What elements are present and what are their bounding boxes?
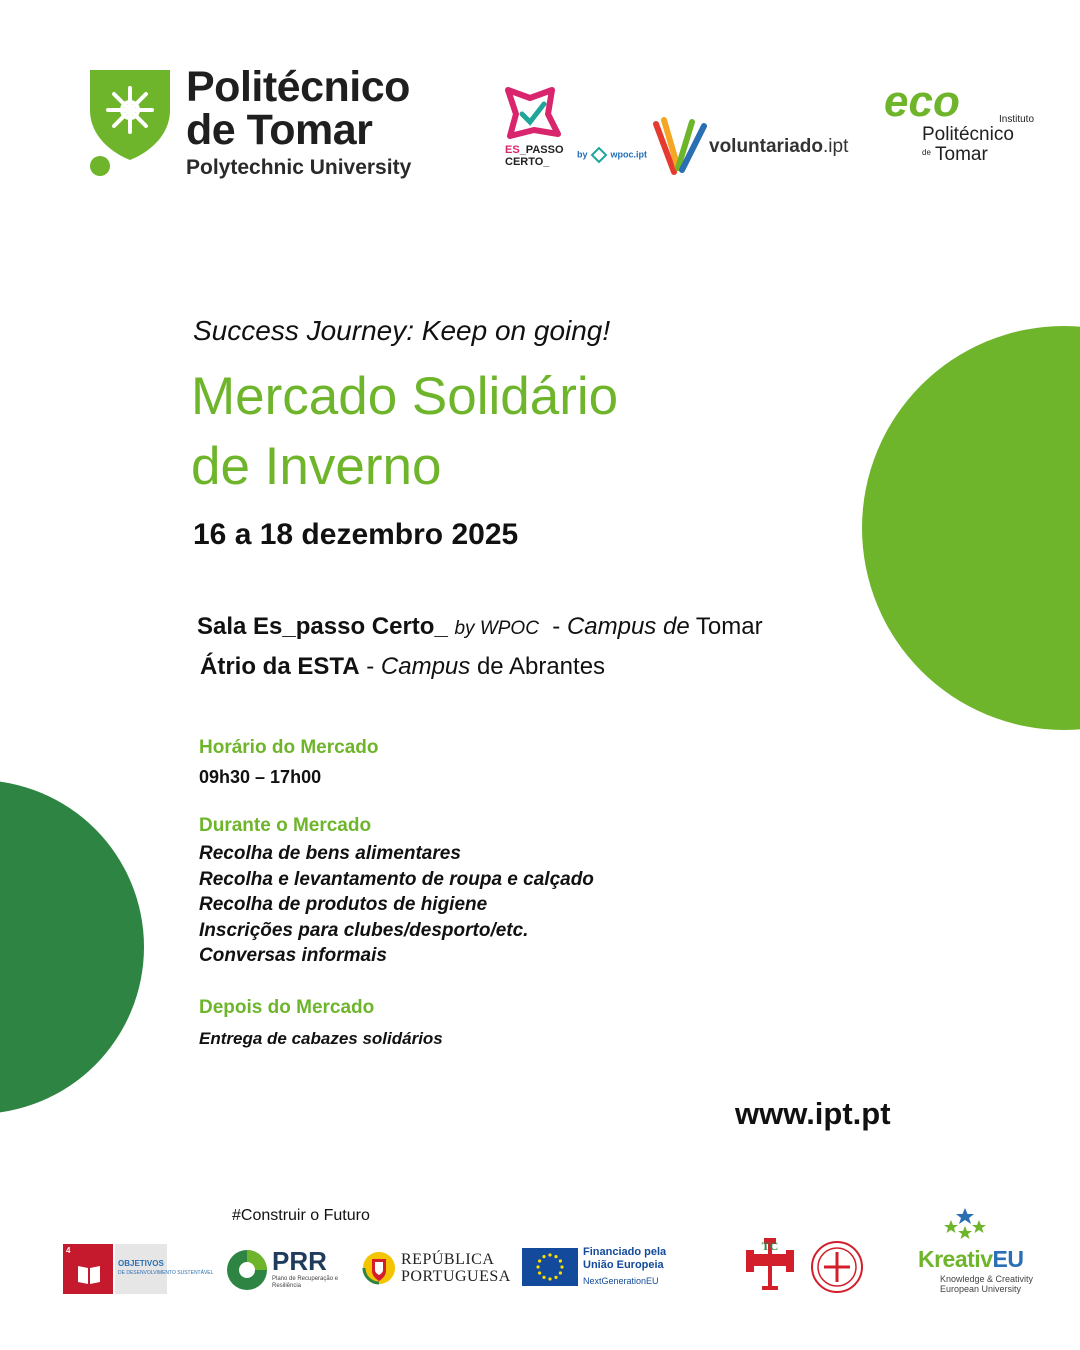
colored-v-icon <box>652 116 708 176</box>
location-tomar-campus: Campus de <box>566 613 690 640</box>
location-abrantes <box>200 653 605 681</box>
eu-flag-icon <box>522 1248 578 1286</box>
event-subtitle: Success Journey: Keep on going! <box>193 315 611 346</box>
templar-cross-icon <box>742 1234 798 1292</box>
schedule-hours: 09h30 – 17h00 <box>199 767 322 787</box>
ods-label-box <box>115 1244 167 1294</box>
voluntariado-bold: voluntariado <box>709 136 824 157</box>
flower-shield-icon <box>90 70 170 180</box>
kreativ-word-eu: EU <box>992 1246 1024 1272</box>
ods-number: 4 <box>66 1246 71 1255</box>
decorative-circle-right <box>862 326 1080 730</box>
event-title <box>191 362 618 502</box>
eco-tomar: Tomar <box>935 144 988 165</box>
location-tomar <box>197 613 763 641</box>
eco-logo <box>884 77 960 126</box>
espasso-logo-text <box>505 144 564 168</box>
during-heading: Durante o Mercado <box>199 815 372 836</box>
ipt-logo-line3: Polytechnic University <box>186 156 412 179</box>
eu-line1: Financiado pela <box>583 1246 667 1258</box>
website-link[interactable]: www.ipt.pt <box>735 1096 891 1131</box>
location-tomar-city: Tomar <box>695 613 763 640</box>
ipt-logo-line2: de Tomar <box>186 106 373 154</box>
ipt-logo-text <box>186 63 412 180</box>
eu-funding-label <box>583 1246 666 1272</box>
republica-line1: REPÚBLICA <box>401 1251 495 1268</box>
kreativ-word-main: Kreativ <box>918 1246 993 1272</box>
list-item: Recolha de produtos de higiene <box>199 894 488 915</box>
voluntariado-suffix: .ipt <box>823 136 849 157</box>
republica-line2: PORTUGUESA <box>401 1268 511 1285</box>
espasso-name-part1: ES <box>505 144 520 156</box>
list-item: Inscrições para clubes/desporto/etc. <box>199 919 529 941</box>
prr-word: PRR <box>272 1246 327 1276</box>
kreativ-sub <box>940 1274 1033 1294</box>
ods-label: OBJETIVOS <box>118 1259 164 1268</box>
list-item: Recolha e levantamento de roupa e calçado <box>199 868 594 890</box>
after-heading: Depois do Mercado <box>199 997 375 1018</box>
location-tomar-venue: Sala Es_passo Certo_ <box>197 613 448 640</box>
event-title-line1: Mercado Solidário <box>191 367 619 426</box>
hashtag: #Construir o Futuro <box>232 1207 370 1224</box>
kreativ-word <box>918 1246 1023 1273</box>
location-abrantes-dash: - <box>359 653 381 680</box>
wpoc-icon <box>590 146 608 164</box>
svg-text:TC: TC <box>761 1239 779 1253</box>
eu-line3: NextGenerationEU <box>583 1276 659 1286</box>
ods-sublabel: DE DESENVOLVIMENTO SUSTENTÁVEL <box>118 1270 214 1276</box>
eco-instituto: Instituto <box>999 114 1035 125</box>
book-icon <box>76 1262 102 1286</box>
list-item: Recolha de bens alimentares <box>199 843 461 864</box>
wpoc-by-label: by <box>577 149 588 160</box>
location-abrantes-campus: Campus <box>380 653 471 680</box>
during-list <box>199 841 594 969</box>
wpoc-name: wpoc.ipt <box>610 149 648 160</box>
location-abrantes-venue: Átrio da ESTA <box>200 653 360 680</box>
wpoc-logo <box>577 146 647 164</box>
location-abrantes-city: de Abrantes <box>476 653 606 680</box>
stars-icon <box>940 1206 990 1246</box>
prr-circle-icon <box>226 1249 268 1291</box>
eco-word: eco <box>884 77 960 126</box>
prr-sub: Plano de Recuperação e Resiliência <box>272 1276 339 1289</box>
republica-portuguesa <box>401 1251 511 1285</box>
eco-politecnico: Politécnico <box>922 124 1014 145</box>
kreativ-sub2: European University <box>940 1284 1022 1294</box>
schedule-heading: Horário do Mercado <box>199 737 379 758</box>
location-tomar-dash: - <box>552 613 567 640</box>
location-tomar-by: by WPOC <box>454 618 539 639</box>
espasso-name-part3: CERTO_ <box>505 156 550 168</box>
ipt-logo-line1: Politécnico <box>186 63 410 111</box>
eco-de: de <box>922 148 931 157</box>
event-title-line2: de Inverno <box>191 437 442 496</box>
event-dates: 16 a 18 dezembro 2025 <box>193 518 519 551</box>
decorative-circle-left <box>0 780 144 1114</box>
espasso-name-part2: _PASSO <box>519 144 564 156</box>
eu-line2: União Europeia <box>583 1259 664 1271</box>
list-item: Conversas informais <box>199 945 387 966</box>
after-item: Entrega de cabazes solidários <box>199 1029 443 1048</box>
portuguese-arms-icon <box>362 1249 396 1287</box>
kreativ-sub1: Knowledge & Creativity <box>940 1274 1034 1284</box>
esta-seal-icon <box>810 1240 864 1294</box>
voluntariado-logo-text <box>709 136 848 158</box>
